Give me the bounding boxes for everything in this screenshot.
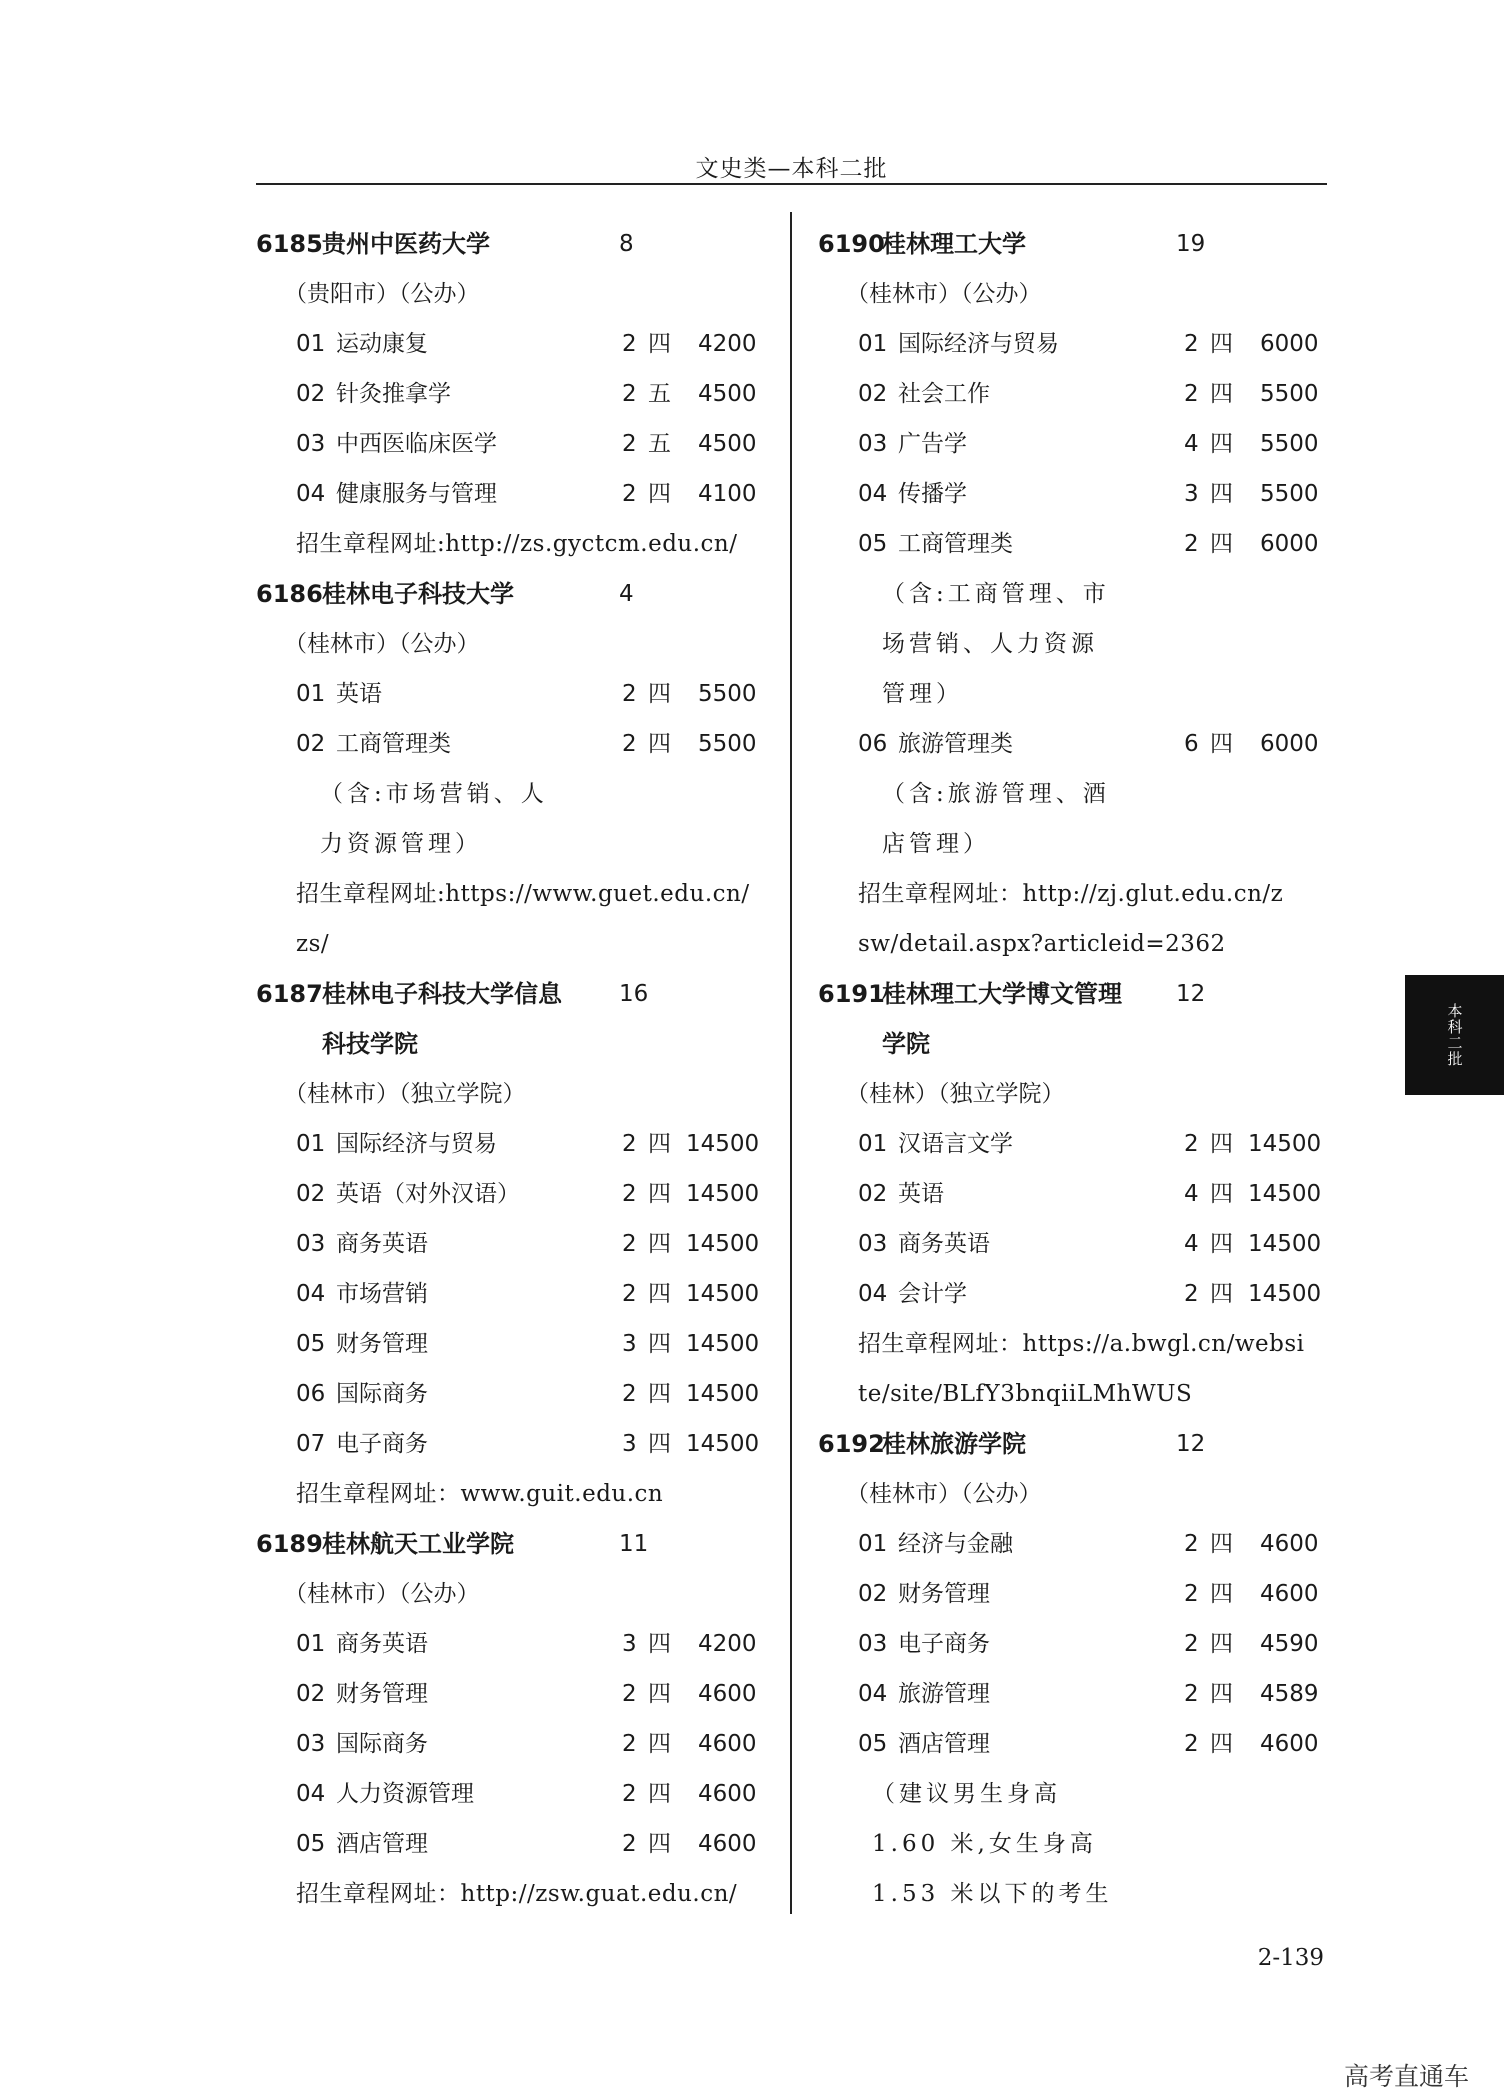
major-note-text: 场营销、人力资源 <box>882 631 1098 657</box>
major-note-text: （含:旅游管理、酒 <box>882 781 1110 807</box>
major-row <box>818 373 1333 423</box>
major-tuition: 4600 <box>1260 1581 1319 1607</box>
admission-url-line <box>256 523 776 573</box>
admission-url-line <box>256 873 776 923</box>
major-code: 02 <box>296 381 326 407</box>
major-tuition: 4600 <box>1260 1731 1319 1757</box>
location-text: （桂林市）（公办） <box>846 1481 1042 1507</box>
major-plan-count: 2 <box>1184 1131 1199 1157</box>
institution-code: 6186 <box>256 580 323 608</box>
major-plan-count: 6 <box>1184 731 1199 757</box>
major-plan-count: 2 <box>1184 1581 1199 1607</box>
major-row <box>818 523 1333 573</box>
major-duration: 四 <box>648 731 671 757</box>
major-duration: 四 <box>1210 1631 1233 1657</box>
major-duration: 四 <box>1210 1581 1233 1607</box>
major-code: 02 <box>858 1181 888 1207</box>
major-tuition: 4600 <box>1260 1531 1319 1557</box>
major-row <box>256 1123 776 1173</box>
major-row <box>256 1273 776 1323</box>
major-row <box>256 323 776 373</box>
location-text: （桂林市）（公办） <box>284 1581 480 1607</box>
major-name: 工商管理类 <box>898 531 1013 557</box>
major-tuition: 4500 <box>698 381 757 407</box>
major-plan-count: 2 <box>622 1181 637 1207</box>
major-duration: 四 <box>1210 1131 1233 1157</box>
institution-name: 桂林旅游学院 <box>882 1430 1026 1458</box>
major-note <box>818 823 1333 873</box>
major-tuition: 4589 <box>1260 1681 1319 1707</box>
major-tuition: 14500 <box>1248 1231 1322 1257</box>
major-code: 05 <box>858 1731 888 1757</box>
major-name: 国际商务 <box>336 1731 428 1757</box>
institution-header <box>256 973 776 1023</box>
major-code: 01 <box>858 1531 888 1557</box>
major-tuition: 4200 <box>698 331 757 357</box>
institution-header <box>256 573 776 623</box>
major-plan-count: 2 <box>622 1681 637 1707</box>
major-tuition: 14500 <box>686 1181 760 1207</box>
major-name: 会计学 <box>898 1281 967 1307</box>
major-plan-count: 2 <box>622 731 637 757</box>
location-text: （桂林市）（独立学院） <box>284 1081 526 1107</box>
major-note <box>818 573 1333 623</box>
major-code: 01 <box>858 1131 888 1157</box>
major-duration: 四 <box>1210 381 1233 407</box>
major-note-text: 1.53 米以下的考生 <box>872 1881 1113 1907</box>
major-tuition: 6000 <box>1260 331 1319 357</box>
major-name: 传播学 <box>898 481 967 507</box>
major-name: 针灸推拿学 <box>336 381 451 407</box>
major-duration: 五 <box>648 431 671 457</box>
institution-name-line: 科技学院 <box>322 1030 418 1058</box>
institution-header <box>818 973 1333 1023</box>
major-tuition: 6000 <box>1260 731 1319 757</box>
institution-name: 桂林电子科技大学信息 <box>322 980 562 1008</box>
major-name: 社会工作 <box>898 381 990 407</box>
major-tuition: 5500 <box>1260 381 1319 407</box>
major-plan-count: 2 <box>622 1231 637 1257</box>
watermark: 高考直通车 <box>1344 2062 1470 2091</box>
major-code: 04 <box>858 1281 888 1307</box>
major-name: 国际经济与贸易 <box>898 331 1059 357</box>
admission-url-line <box>818 873 1333 923</box>
major-name: 商务英语 <box>898 1231 990 1257</box>
major-duration: 四 <box>648 1831 671 1857</box>
major-tuition: 14500 <box>686 1131 760 1157</box>
major-name: 汉语言文学 <box>898 1131 1013 1157</box>
major-name: 酒店管理 <box>336 1831 428 1857</box>
major-tuition: 5500 <box>698 731 757 757</box>
major-code: 02 <box>296 1181 326 1207</box>
page-header-title: 文史类—本科二批 <box>695 156 888 182</box>
major-name: 健康服务与管理 <box>336 481 497 507</box>
major-note-text: 1.60 米,女生身高 <box>872 1831 1097 1857</box>
major-row <box>818 1723 1333 1773</box>
major-tuition: 14500 <box>1248 1181 1322 1207</box>
major-name: 中西医临床医学 <box>336 431 497 457</box>
major-tuition: 14500 <box>1248 1131 1322 1157</box>
institution-quota: 8 <box>619 231 634 257</box>
major-duration: 四 <box>1210 1731 1233 1757</box>
major-plan-count: 2 <box>622 681 637 707</box>
major-duration: 四 <box>648 681 671 707</box>
major-row <box>256 1323 776 1373</box>
major-row <box>818 723 1333 773</box>
major-row <box>256 373 776 423</box>
major-name: 英语 <box>336 681 382 707</box>
major-row <box>256 473 776 523</box>
major-note <box>256 773 776 823</box>
major-row <box>818 1673 1333 1723</box>
institution-header <box>256 1523 776 1573</box>
major-plan-count: 2 <box>622 1731 637 1757</box>
major-name: 广告学 <box>898 431 967 457</box>
major-row <box>818 1623 1333 1673</box>
institution-location <box>256 1573 776 1623</box>
major-tuition: 4600 <box>698 1831 757 1857</box>
institution-code: 6185 <box>256 230 323 258</box>
major-row <box>256 1673 776 1723</box>
institution-location <box>818 273 1333 323</box>
institution-quota: 19 <box>1176 231 1206 257</box>
column-divider <box>790 212 792 1914</box>
major-duration: 四 <box>648 1281 671 1307</box>
location-text: （贵阳市）（公办） <box>284 281 480 307</box>
major-plan-count: 3 <box>1184 481 1199 507</box>
major-row <box>256 1823 776 1873</box>
major-duration: 四 <box>648 1131 671 1157</box>
major-row <box>818 1573 1333 1623</box>
major-code: 01 <box>296 1131 326 1157</box>
major-note-text: 管理） <box>882 681 963 707</box>
major-plan-count: 3 <box>622 1631 637 1657</box>
major-code: 01 <box>296 1631 326 1657</box>
major-plan-count: 2 <box>1184 331 1199 357</box>
location-text: （桂林市）（公办） <box>284 631 480 657</box>
major-code: 02 <box>296 731 326 757</box>
major-row <box>818 1173 1333 1223</box>
major-name: 财务管理 <box>898 1581 990 1607</box>
major-name: 商务英语 <box>336 1231 428 1257</box>
major-note <box>256 823 776 873</box>
location-text: （桂林市）（公办） <box>846 281 1042 307</box>
major-duration: 四 <box>1210 1681 1233 1707</box>
major-row <box>818 1223 1333 1273</box>
major-plan-count: 2 <box>622 431 637 457</box>
major-note <box>818 623 1333 673</box>
major-duration: 四 <box>1210 531 1233 557</box>
major-tuition: 4600 <box>698 1681 757 1707</box>
major-row <box>256 1623 776 1673</box>
major-duration: 四 <box>648 1681 671 1707</box>
major-plan-count: 2 <box>622 1131 637 1157</box>
institution-code: 6191 <box>818 980 885 1008</box>
major-code: 02 <box>858 1581 888 1607</box>
major-plan-count: 2 <box>622 1281 637 1307</box>
major-note <box>818 773 1333 823</box>
institution-name: 桂林理工大学博文管理 <box>882 980 1122 1008</box>
institution-location <box>256 1073 776 1123</box>
major-name: 旅游管理类 <box>898 731 1013 757</box>
major-plan-count: 2 <box>1184 1631 1199 1657</box>
major-note-text: （建议男生身高 <box>872 1781 1061 1807</box>
major-code: 05 <box>296 1331 326 1357</box>
institution-quota: 16 <box>619 981 649 1007</box>
institution-quota: 4 <box>619 581 634 607</box>
major-duration: 四 <box>1210 1181 1233 1207</box>
major-duration: 四 <box>648 1231 671 1257</box>
major-code: 04 <box>858 1681 888 1707</box>
major-tuition: 4500 <box>698 431 757 457</box>
major-row <box>256 1173 776 1223</box>
major-code: 02 <box>858 381 888 407</box>
major-code: 07 <box>296 1431 326 1457</box>
admission-url: 招生章程网址：https://a.bwgl.cn/websi <box>858 1331 1305 1357</box>
major-name: 电子商务 <box>898 1631 990 1657</box>
major-name: 国际商务 <box>336 1381 428 1407</box>
major-note <box>818 673 1333 723</box>
major-tuition: 14500 <box>686 1231 760 1257</box>
right-column <box>818 223 1333 1923</box>
major-tuition: 14500 <box>686 1381 760 1407</box>
major-code: 04 <box>296 481 326 507</box>
major-duration: 四 <box>1210 1531 1233 1557</box>
major-tuition: 6000 <box>1260 531 1319 557</box>
institution-location <box>256 623 776 673</box>
major-note-text: （含:市场营销、人 <box>320 781 548 807</box>
admission-url-line <box>256 923 776 973</box>
major-plan-count: 2 <box>622 381 637 407</box>
institution-quota: 12 <box>1176 1431 1206 1457</box>
major-note-text: （含:工商管理、市 <box>882 581 1110 607</box>
admission-url: sw/detail.aspx?articleid=2362 <box>858 931 1226 957</box>
admission-url: zs/ <box>296 931 330 957</box>
major-code: 04 <box>296 1781 326 1807</box>
major-duration: 四 <box>648 1431 671 1457</box>
major-duration: 五 <box>648 381 671 407</box>
institution-name: 桂林电子科技大学 <box>322 580 514 608</box>
major-row <box>256 423 776 473</box>
major-name: 市场营销 <box>336 1281 428 1307</box>
major-plan-count: 3 <box>622 1331 637 1357</box>
major-plan-count: 4 <box>1184 1231 1199 1257</box>
major-code: 03 <box>858 431 888 457</box>
admission-url: 招生章程网址:http://zs.gyctcm.edu.cn/ <box>296 531 738 557</box>
major-tuition: 5500 <box>1260 431 1319 457</box>
major-plan-count: 2 <box>622 1381 637 1407</box>
major-name: 英语 <box>898 1181 944 1207</box>
major-tuition: 5500 <box>1260 481 1319 507</box>
major-note <box>818 1823 1333 1873</box>
major-row <box>256 673 776 723</box>
left-column <box>256 223 776 1923</box>
institution-name-line: 学院 <box>882 1030 930 1058</box>
major-code: 03 <box>858 1631 888 1657</box>
major-code: 03 <box>296 1731 326 1757</box>
page-number: 2-139 <box>1257 1945 1324 1971</box>
major-code: 05 <box>858 531 888 557</box>
major-plan-count: 2 <box>622 331 637 357</box>
major-name: 旅游管理 <box>898 1681 990 1707</box>
major-plan-count: 2 <box>1184 1731 1199 1757</box>
side-tab <box>1405 975 1504 1095</box>
major-row <box>256 1373 776 1423</box>
major-name: 经济与金融 <box>898 1531 1013 1557</box>
major-code: 04 <box>858 481 888 507</box>
major-duration: 四 <box>648 481 671 507</box>
major-row <box>818 1273 1333 1323</box>
major-code: 02 <box>296 1681 326 1707</box>
major-code: 01 <box>296 331 326 357</box>
major-duration: 四 <box>648 1731 671 1757</box>
major-row <box>818 1123 1333 1173</box>
institution-quota: 12 <box>1176 981 1206 1007</box>
institution-code: 6189 <box>256 1530 323 1558</box>
institution-name-continued <box>818 1023 1333 1073</box>
admission-url-line <box>818 1323 1333 1373</box>
major-duration: 四 <box>648 1781 671 1807</box>
major-plan-count: 4 <box>1184 1181 1199 1207</box>
major-code: 06 <box>858 731 888 757</box>
major-code: 06 <box>296 1381 326 1407</box>
major-note-text: 力资源管理） <box>320 831 482 857</box>
major-duration: 四 <box>1210 1231 1233 1257</box>
major-code: 01 <box>858 331 888 357</box>
institution-code: 6192 <box>818 1430 885 1458</box>
major-tuition: 4600 <box>698 1731 757 1757</box>
admission-url: te/site/BLfY3bnqiiLMhWUS <box>858 1381 1193 1407</box>
institution-name: 桂林理工大学 <box>882 230 1026 258</box>
major-note <box>818 1773 1333 1823</box>
admission-url-line <box>818 923 1333 973</box>
major-name: 英语（对外汉语） <box>336 1181 520 1207</box>
major-code: 04 <box>296 1281 326 1307</box>
major-name: 运动康复 <box>336 331 428 357</box>
institution-location <box>818 1473 1333 1523</box>
major-duration: 四 <box>648 1331 671 1357</box>
major-note-text: 店管理） <box>882 831 990 857</box>
major-plan-count: 2 <box>1184 1281 1199 1307</box>
major-plan-count: 4 <box>1184 431 1199 457</box>
major-row <box>256 1423 776 1473</box>
major-plan-count: 2 <box>1184 381 1199 407</box>
admission-url: 招生章程网址：www.guit.edu.cn <box>296 1481 664 1507</box>
institution-location <box>256 273 776 323</box>
major-tuition: 5500 <box>698 681 757 707</box>
major-tuition: 14500 <box>686 1431 760 1457</box>
major-row <box>818 473 1333 523</box>
major-duration: 四 <box>648 1181 671 1207</box>
institution-header <box>818 223 1333 273</box>
admission-url-line <box>818 1373 1333 1423</box>
major-name: 酒店管理 <box>898 1731 990 1757</box>
major-duration: 四 <box>1210 431 1233 457</box>
major-tuition: 4100 <box>698 481 757 507</box>
major-tuition: 14500 <box>686 1281 760 1307</box>
major-tuition: 14500 <box>686 1331 760 1357</box>
major-row <box>818 423 1333 473</box>
major-plan-count: 2 <box>622 481 637 507</box>
major-plan-count: 2 <box>1184 531 1199 557</box>
major-plan-count: 2 <box>622 1781 637 1807</box>
major-duration: 四 <box>648 1381 671 1407</box>
institution-name: 桂林航天工业学院 <box>322 1530 514 1558</box>
major-duration: 四 <box>1210 1281 1233 1307</box>
major-plan-count: 2 <box>1184 1531 1199 1557</box>
major-code: 01 <box>296 681 326 707</box>
major-code: 03 <box>296 431 326 457</box>
admission-url: 招生章程网址：http://zj.glut.edu.cn/z <box>858 881 1284 907</box>
major-row <box>818 323 1333 373</box>
major-tuition: 4590 <box>1260 1631 1319 1657</box>
major-name: 财务管理 <box>336 1331 428 1357</box>
major-duration: 四 <box>1210 731 1233 757</box>
institution-code: 6190 <box>818 230 885 258</box>
major-name: 人力资源管理 <box>336 1781 474 1807</box>
institution-quota: 11 <box>619 1531 649 1557</box>
major-code: 05 <box>296 1831 326 1857</box>
major-plan-count: 2 <box>622 1831 637 1857</box>
major-plan-count: 3 <box>622 1431 637 1457</box>
major-duration: 四 <box>1210 481 1233 507</box>
major-tuition: 4600 <box>698 1781 757 1807</box>
major-name: 工商管理类 <box>336 731 451 757</box>
major-row <box>256 723 776 773</box>
major-row <box>256 1723 776 1773</box>
major-tuition: 4200 <box>698 1631 757 1657</box>
major-row <box>256 1773 776 1823</box>
major-row <box>818 1523 1333 1573</box>
admission-url-line <box>256 1473 776 1523</box>
major-note <box>818 1873 1333 1923</box>
major-duration: 四 <box>1210 331 1233 357</box>
admission-url: 招生章程网址：http://zsw.guat.edu.cn/ <box>296 1881 738 1907</box>
major-duration: 四 <box>648 331 671 357</box>
location-text: （桂林）（独立学院） <box>846 1081 1065 1107</box>
major-name: 电子商务 <box>336 1431 428 1457</box>
institution-code: 6187 <box>256 980 323 1008</box>
major-name: 国际经济与贸易 <box>336 1131 497 1157</box>
major-duration: 四 <box>648 1631 671 1657</box>
major-tuition: 14500 <box>1248 1281 1322 1307</box>
major-name: 财务管理 <box>336 1681 428 1707</box>
admission-url: 招生章程网址:https://www.guet.edu.cn/ <box>296 881 750 907</box>
major-row <box>256 1223 776 1273</box>
major-name: 商务英语 <box>336 1631 428 1657</box>
header-rule <box>256 183 1327 185</box>
institution-location <box>818 1073 1333 1123</box>
institution-name-continued <box>256 1023 776 1073</box>
major-plan-count: 2 <box>1184 1681 1199 1707</box>
institution-header <box>256 223 776 273</box>
side-tab-label: 本科二批 <box>1445 1003 1464 1067</box>
institution-name: 贵州中医药大学 <box>322 230 490 258</box>
admission-url-line <box>256 1873 776 1923</box>
major-code: 03 <box>296 1231 326 1257</box>
institution-header <box>818 1423 1333 1473</box>
major-code: 03 <box>858 1231 888 1257</box>
